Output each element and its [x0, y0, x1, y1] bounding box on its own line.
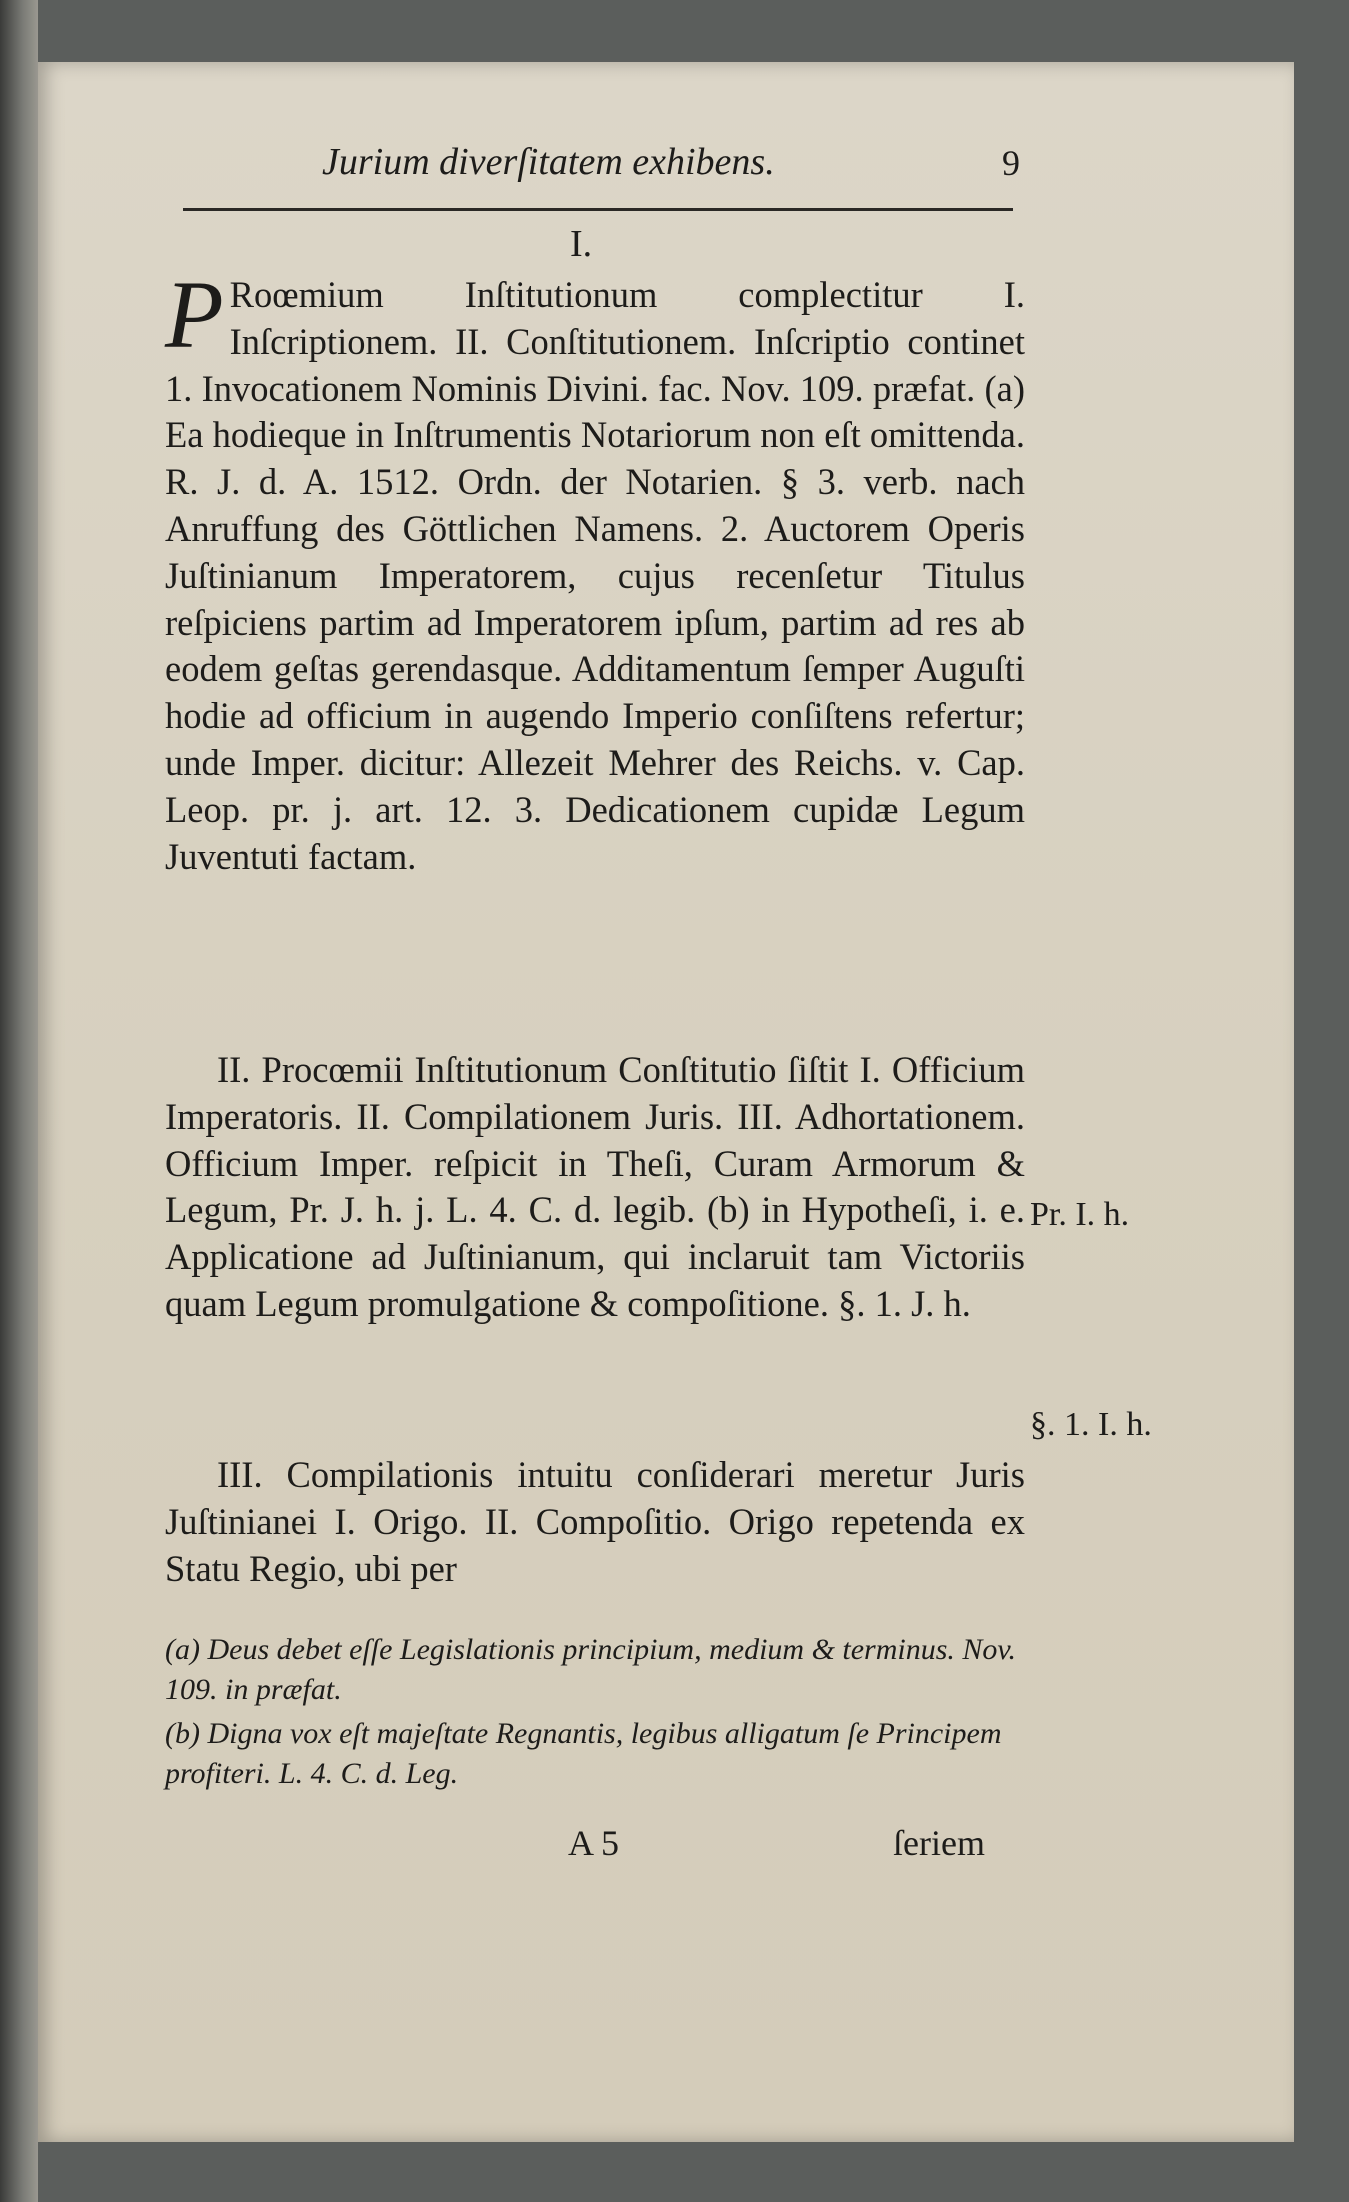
header-rule	[183, 208, 1013, 211]
book-spine	[0, 0, 38, 2202]
margin-note-2: §. 1. I. h.	[1030, 1406, 1152, 1443]
signature-mark: A 5	[568, 1823, 620, 1863]
catchword: ſeriem	[893, 1823, 985, 1863]
paragraph-3	[165, 1452, 1025, 1592]
paragraph-1	[165, 261, 1025, 880]
footnote-b: (b) Digna vox eſt majeſtate Regnantis, legibus alligatum ſe Principem profiteri. L. 4. C. d. Leg.	[165, 1717, 1002, 1790]
drop-cap: P	[165, 261, 224, 368]
paragraph-2	[165, 1047, 1025, 1328]
running-head	[322, 140, 1022, 184]
page-number: 9	[1002, 143, 1020, 183]
footnotes	[165, 1630, 1025, 1798]
running-head-title: Jurium diverſitatem exhibens.	[322, 141, 775, 183]
section-number: I.	[570, 223, 593, 265]
margin-note-1: Pr. I. h.	[1030, 1196, 1130, 1233]
footnote-a: (a) Deus debet eſſe Legislationis principium, medium & terminus. Nov. 109. in præfat.	[165, 1633, 1017, 1706]
paragraph-2-text: II. Procœmii Inſtitutionum Conſtitutio ſiſtit I. Officium Imperatoris. II. Compilationem Juris. III. Adhortationem. Officium Imper. reſpicit in Theſi, Curam Armorum & Legum, Pr. J. h. j. L. 4. C. d. legib. (b) in Hypotheſi, i. e. Applicatione ad Juſtinianum, qui inclaruit tam Victoriis quam Legum promulgatione & compoſitione. §. 1. J. h.	[165, 1049, 1025, 1324]
paragraph-1-text: Roœmium Inſtitutionum complectitur I. Inſcriptionem. II. Conſtitutionem. Inſcriptio continet 1. Invocationem Nominis Divini. fac. Nov. 109. præfat. (a) Ea hodieque in Inſtrumentis Notariorum non eſt omittenda. R. J. d. A. 1512. Ordn. der Notarien. § 3. verb. nach Anruffung des Göttlichen Namens. 2. Auctorem Operis Juſtinianum Imperatorem, cujus recenſetur Titulus reſpiciens partim ad Imperatorem ipſum, partim ad res ab eodem geſtas gerendasque. Additamentum ſemper Auguſti hodie ad officium in augendo Imperio conſiſtens refertur; unde Imper. dicitur: Allezeit Mehrer des Reichs. v. Cap. Leop. pr. j. art. 12. 3. Dedicationem cupidæ Legum Juventuti factam.	[165, 274, 1025, 877]
paragraph-3-text: III. Compilationis intuitu conſiderari meretur Juris Juſtinianei I. Origo. II. Compoſitio. Origo repetenda ex Statu Regio, ubi per	[165, 1454, 1025, 1589]
